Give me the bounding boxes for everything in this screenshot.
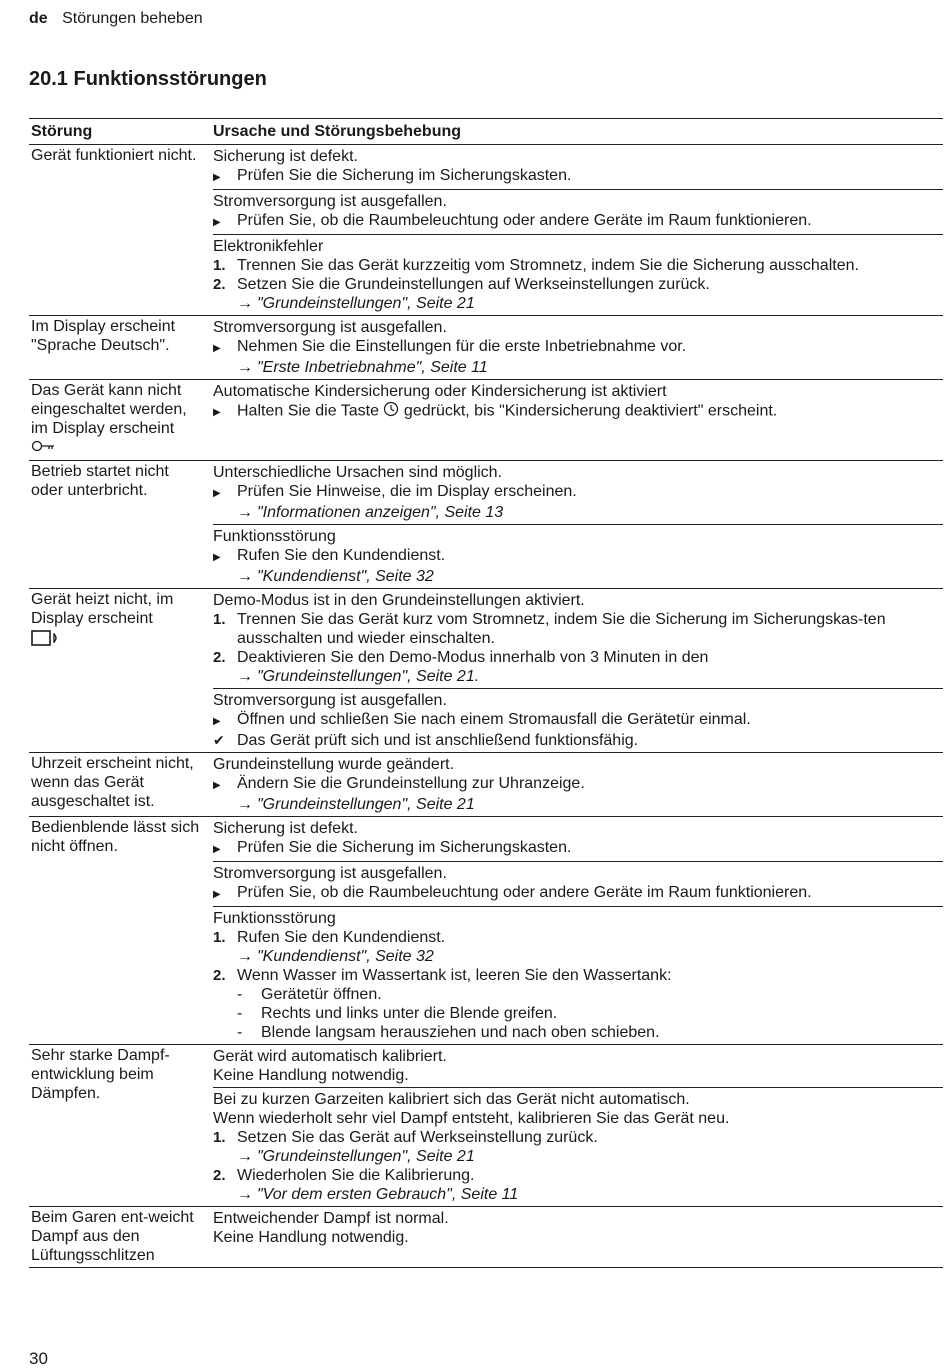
reference-text: "Informationen anzeigen", Seite 13 bbox=[257, 504, 504, 521]
column-header-cause: Ursache und Störungsbehebung bbox=[209, 119, 943, 145]
instruction-text: Rufen Sie den Kundendienst. bbox=[237, 547, 446, 564]
cause-cell bbox=[209, 380, 943, 461]
fault-cell bbox=[29, 1207, 209, 1268]
key-icon bbox=[31, 439, 203, 458]
table-body bbox=[29, 145, 943, 1268]
fault-text: Gerät funktioniert nicht. bbox=[31, 147, 197, 164]
result-check-icon: ✔ bbox=[213, 732, 225, 748]
cross-reference bbox=[213, 503, 943, 522]
reference-arrow-icon: → bbox=[237, 948, 253, 965]
language-code: de bbox=[29, 10, 48, 27]
cause-cell bbox=[209, 589, 943, 753]
instruction-content bbox=[237, 211, 943, 232]
sub-step bbox=[213, 1023, 943, 1042]
demo-mode-icon bbox=[31, 629, 203, 652]
reference-text: "Kundendienst", Seite 32 bbox=[257, 948, 434, 965]
cause-text: Automatische Kindersicherung oder Kindersicherung ist aktiviert bbox=[213, 383, 667, 400]
reference-arrow-icon: → bbox=[237, 359, 253, 376]
instruction-content bbox=[237, 731, 943, 750]
instruction-item bbox=[213, 928, 943, 947]
fault-text: Sehr starke Dampf-entwicklung beim Dämpfen. bbox=[31, 1047, 170, 1102]
instruction-arrow-icon: ▶ bbox=[213, 552, 221, 563]
instruction-item bbox=[213, 337, 943, 358]
cause-text: Stromversorgung ist ausgefallen. bbox=[213, 865, 447, 882]
instruction-content bbox=[237, 166, 943, 187]
instruction-text: Trennen Sie das Gerät kurz vom Stromnetz, indem Sie die Sicherung im Sicherungskas-ten ausschalten und wieder einschalten. bbox=[237, 611, 886, 647]
instruction-content bbox=[237, 710, 943, 731]
instruction-item bbox=[213, 275, 943, 294]
cause-text: Funktionsstörung bbox=[213, 910, 336, 927]
instruction-text: Prüfen Sie, ob die Raumbeleuchtung oder andere Geräte im Raum funktionieren. bbox=[237, 212, 812, 229]
instruction-text: Öffnen und schließen Sie nach einem Stromausfall die Gerätetür einmal. bbox=[237, 711, 751, 728]
table-row bbox=[29, 461, 943, 589]
reference-text: "Grundeinstellungen", Seite 21 bbox=[257, 1148, 475, 1165]
instruction-arrow-icon: ▶ bbox=[213, 780, 221, 791]
instruction-text: Prüfen Sie die Sicherung im Sicherungskasten. bbox=[237, 839, 572, 856]
instruction-text: Setzen Sie die Grundeinstellungen auf Werkseinstellungen zurück. bbox=[237, 276, 710, 293]
cause-text: Entweichender Dampf ist normal. bbox=[213, 1210, 449, 1227]
cross-reference bbox=[213, 1185, 943, 1204]
sub-step bbox=[213, 1004, 943, 1023]
cause-text: Stromversorgung ist ausgefallen. bbox=[213, 319, 447, 336]
cause-cell bbox=[209, 1045, 943, 1207]
instruction-content bbox=[237, 966, 943, 985]
cause-block bbox=[213, 1088, 943, 1206]
cause-block bbox=[213, 525, 943, 588]
cause-cell bbox=[209, 461, 943, 589]
reference-arrow-icon: → bbox=[237, 568, 253, 585]
instruction-item bbox=[213, 610, 943, 648]
instruction-text: Wiederholen Sie die Kalibrierung. bbox=[237, 1167, 475, 1184]
chapter-title: Störungen beheben bbox=[62, 10, 203, 27]
cause-text: Unterschiedliche Ursachen sind möglich. bbox=[213, 464, 503, 481]
reference-text: "Grundeinstellungen", Seite 21 bbox=[257, 295, 475, 312]
instruction-item bbox=[213, 401, 943, 422]
cause-text: Grundeinstellung wurde geändert. bbox=[213, 756, 455, 773]
step-number: 2. bbox=[213, 276, 226, 293]
reference-arrow-icon: → bbox=[237, 1186, 253, 1203]
fault-text: Bedienblende lässt sich nicht öffnen. bbox=[31, 819, 200, 855]
instruction-content bbox=[237, 1128, 943, 1147]
instruction-item bbox=[213, 211, 943, 232]
instruction-item bbox=[213, 482, 943, 503]
instruction-content bbox=[237, 928, 943, 947]
instruction-content bbox=[237, 838, 943, 859]
instruction-arrow-icon: ▶ bbox=[213, 217, 221, 228]
instruction-item bbox=[213, 883, 943, 904]
cause-cell bbox=[209, 316, 943, 380]
reference-text: "Kundendienst", Seite 32 bbox=[257, 568, 434, 585]
cause-cell bbox=[209, 817, 943, 1045]
cause-block bbox=[213, 689, 943, 752]
fault-cell bbox=[29, 145, 209, 316]
reference-arrow-icon: → bbox=[237, 295, 253, 312]
cause-text: Stromversorgung ist ausgefallen. bbox=[213, 193, 447, 210]
cause-block bbox=[213, 380, 943, 424]
cause-block bbox=[213, 316, 943, 379]
cross-reference bbox=[213, 1147, 943, 1166]
cause-text: Bei zu kurzen Garzeiten kalibriert sich das Gerät nicht automatisch. bbox=[213, 1091, 690, 1108]
reference-text: "Erste Inbetriebnahme", Seite 11 bbox=[257, 359, 488, 376]
instruction-item bbox=[213, 256, 943, 275]
reference-arrow-icon: → bbox=[237, 668, 253, 685]
cause-text: Demo-Modus ist in den Grundeinstellungen aktiviert. bbox=[213, 592, 585, 609]
instruction-arrow-icon: ▶ bbox=[213, 488, 221, 499]
instruction-text: Das Gerät prüft sich und ist anschließend funktionsfähig. bbox=[237, 732, 639, 749]
instruction-content bbox=[237, 1166, 943, 1185]
step-number: 2. bbox=[213, 967, 226, 984]
reference-arrow-icon: → bbox=[237, 796, 253, 813]
instruction-item bbox=[213, 731, 943, 750]
reference-arrow-icon: → bbox=[237, 504, 253, 521]
instruction-arrow-icon: ▶ bbox=[213, 844, 221, 855]
instruction-item bbox=[213, 774, 943, 795]
cause-text: Wenn wiederholt sehr viel Dampf entsteht, kalibrieren Sie das Gerät neu. bbox=[213, 1110, 730, 1127]
reference-arrow-icon: → bbox=[237, 1148, 253, 1165]
instruction-text: Trennen Sie das Gerät kurzzeitig vom Stromnetz, indem Sie die Sicherung ausschalten. bbox=[237, 257, 859, 274]
instruction-text: Deaktivieren Sie den Demo-Modus innerhalb von 3 Minuten in den bbox=[237, 649, 709, 666]
cause-text: Funktionsstörung bbox=[213, 528, 336, 545]
fault-text: Uhrzeit erscheint nicht, wenn das Gerät ausgeschaltet ist. bbox=[31, 755, 194, 810]
cause-block bbox=[213, 907, 943, 1044]
instruction-text: Rufen Sie den Kundendienst. bbox=[237, 929, 446, 946]
cause-text: Stromversorgung ist ausgefallen. bbox=[213, 692, 447, 709]
fault-cell bbox=[29, 316, 209, 380]
instruction-text: Prüfen Sie Hinweise, die im Display erscheinen. bbox=[237, 483, 577, 500]
cause-block bbox=[213, 1045, 943, 1088]
cause-text: Sicherung ist defekt. bbox=[213, 148, 358, 165]
table-row bbox=[29, 380, 943, 461]
instruction-content bbox=[237, 256, 943, 275]
instruction-content bbox=[237, 648, 943, 667]
fault-cell bbox=[29, 753, 209, 817]
cause-text: Elektronikfehler bbox=[213, 238, 324, 255]
instruction-arrow-icon: ▶ bbox=[213, 407, 221, 418]
step-number: 1. bbox=[213, 611, 226, 628]
table-row bbox=[29, 589, 943, 753]
cause-cell bbox=[209, 753, 943, 817]
instruction-text: gedrückt, bis "Kindersicherung deaktiviert" erscheint. bbox=[403, 402, 778, 420]
step-number: 1. bbox=[213, 1129, 226, 1146]
cause-text: Keine Handlung notwendig. bbox=[213, 1067, 409, 1084]
instruction-content bbox=[237, 546, 943, 567]
sub-step-text: Blende langsam herausziehen und nach oben schieben. bbox=[261, 1024, 660, 1041]
page-number: 30 bbox=[29, 1349, 48, 1368]
instruction-arrow-icon: ▶ bbox=[213, 172, 221, 183]
instruction-text: Halten Sie die Taste bbox=[237, 402, 380, 420]
fault-table bbox=[29, 118, 943, 1268]
reference-text: "Vor dem ersten Gebrauch", Seite 11 bbox=[257, 1186, 519, 1203]
instruction-text: Prüfen Sie, ob die Raumbeleuchtung oder andere Geräte im Raum funktionieren. bbox=[237, 884, 812, 901]
fault-cell bbox=[29, 589, 209, 753]
dash-marker: - bbox=[237, 1005, 243, 1022]
sub-step-text: Gerätetür öffnen. bbox=[261, 986, 382, 1003]
cross-reference bbox=[213, 667, 943, 686]
table-row bbox=[29, 316, 943, 380]
instruction-item bbox=[213, 546, 943, 567]
instruction-arrow-icon: ▶ bbox=[213, 716, 221, 727]
cause-block bbox=[213, 1207, 943, 1249]
cross-reference bbox=[213, 294, 943, 313]
cross-reference bbox=[213, 947, 943, 966]
cause-text: Sicherung ist defekt. bbox=[213, 820, 358, 837]
table-row bbox=[29, 817, 943, 1045]
fault-cell bbox=[29, 1045, 209, 1207]
instruction-content bbox=[237, 774, 943, 795]
instruction-text: Ändern Sie die Grundeinstellung zur Uhranzeige. bbox=[237, 775, 585, 792]
cause-block bbox=[213, 461, 943, 525]
step-number: 2. bbox=[213, 1167, 226, 1184]
table-row bbox=[29, 1207, 943, 1268]
clock-icon bbox=[383, 401, 399, 422]
page-header bbox=[29, 10, 203, 28]
instruction-content bbox=[237, 883, 943, 904]
instruction-content bbox=[237, 482, 943, 503]
instruction-text: Wenn Wasser im Wassertank ist, leeren Sie den Wassertank: bbox=[237, 967, 672, 984]
instruction-item bbox=[213, 710, 943, 731]
fault-text: Das Gerät kann nicht eingeschaltet werden, im Display erscheint bbox=[31, 382, 187, 437]
table-header-row bbox=[29, 119, 943, 145]
instruction-text: Prüfen Sie die Sicherung im Sicherungskasten. bbox=[237, 167, 572, 184]
cause-block bbox=[213, 235, 943, 315]
instruction-content bbox=[237, 401, 943, 422]
cause-block bbox=[213, 589, 943, 689]
reference-text: "Grundeinstellungen", Seite 21. bbox=[257, 668, 480, 685]
table-row bbox=[29, 1045, 943, 1207]
sub-step-text: Rechts und links unter die Blende greifen. bbox=[261, 1005, 558, 1022]
table-row bbox=[29, 145, 943, 316]
reference-text: "Grundeinstellungen", Seite 21 bbox=[257, 796, 475, 813]
cause-block bbox=[213, 753, 943, 816]
instruction-item bbox=[213, 1166, 943, 1185]
cause-cell bbox=[209, 145, 943, 316]
fault-cell bbox=[29, 380, 209, 461]
step-number: 2. bbox=[213, 649, 226, 666]
instruction-arrow-icon: ▶ bbox=[213, 889, 221, 900]
dash-marker: - bbox=[237, 986, 243, 1003]
step-number: 1. bbox=[213, 257, 226, 274]
cause-block bbox=[213, 862, 943, 907]
instruction-content bbox=[237, 275, 943, 294]
dash-marker: - bbox=[237, 1024, 243, 1041]
cause-block bbox=[213, 190, 943, 235]
instruction-item bbox=[213, 838, 943, 859]
instruction-arrow-icon: ▶ bbox=[213, 343, 221, 354]
instruction-text: Nehmen Sie die Einstellungen für die erste Inbetriebnahme vor. bbox=[237, 338, 687, 355]
fault-text: Gerät heizt nicht, im Display erscheint bbox=[31, 591, 174, 627]
instruction-item bbox=[213, 166, 943, 187]
instruction-content bbox=[237, 610, 943, 648]
cause-text: Gerät wird automatisch kalibriert. bbox=[213, 1048, 447, 1065]
cause-block bbox=[213, 145, 943, 190]
fault-cell bbox=[29, 817, 209, 1045]
table-row bbox=[29, 753, 943, 817]
fault-text: Beim Garen ent-weicht Dampf aus den Lüftungsschlitzen bbox=[31, 1209, 194, 1264]
cause-block bbox=[213, 817, 943, 862]
cause-text: Keine Handlung notwendig. bbox=[213, 1229, 409, 1246]
sub-step bbox=[213, 985, 943, 1004]
instruction-item bbox=[213, 648, 943, 667]
fault-text: Im Display erscheint "Sprache Deutsch". bbox=[31, 318, 176, 354]
section-title: 20.1 Funktionsstörungen bbox=[29, 68, 267, 90]
instruction-text: Setzen Sie das Gerät auf Werkseinstellung zurück. bbox=[237, 1129, 598, 1146]
cause-cell bbox=[209, 1207, 943, 1268]
cross-reference bbox=[213, 567, 943, 586]
instruction-item bbox=[213, 1128, 943, 1147]
fault-cell bbox=[29, 461, 209, 589]
cross-reference bbox=[213, 358, 943, 377]
step-number: 1. bbox=[213, 929, 226, 946]
instruction-content bbox=[237, 337, 943, 358]
column-header-fault: Störung bbox=[29, 119, 209, 145]
cross-reference bbox=[213, 795, 943, 814]
fault-text: Betrieb startet nicht oder unterbricht. bbox=[31, 463, 169, 499]
instruction-item bbox=[213, 966, 943, 985]
